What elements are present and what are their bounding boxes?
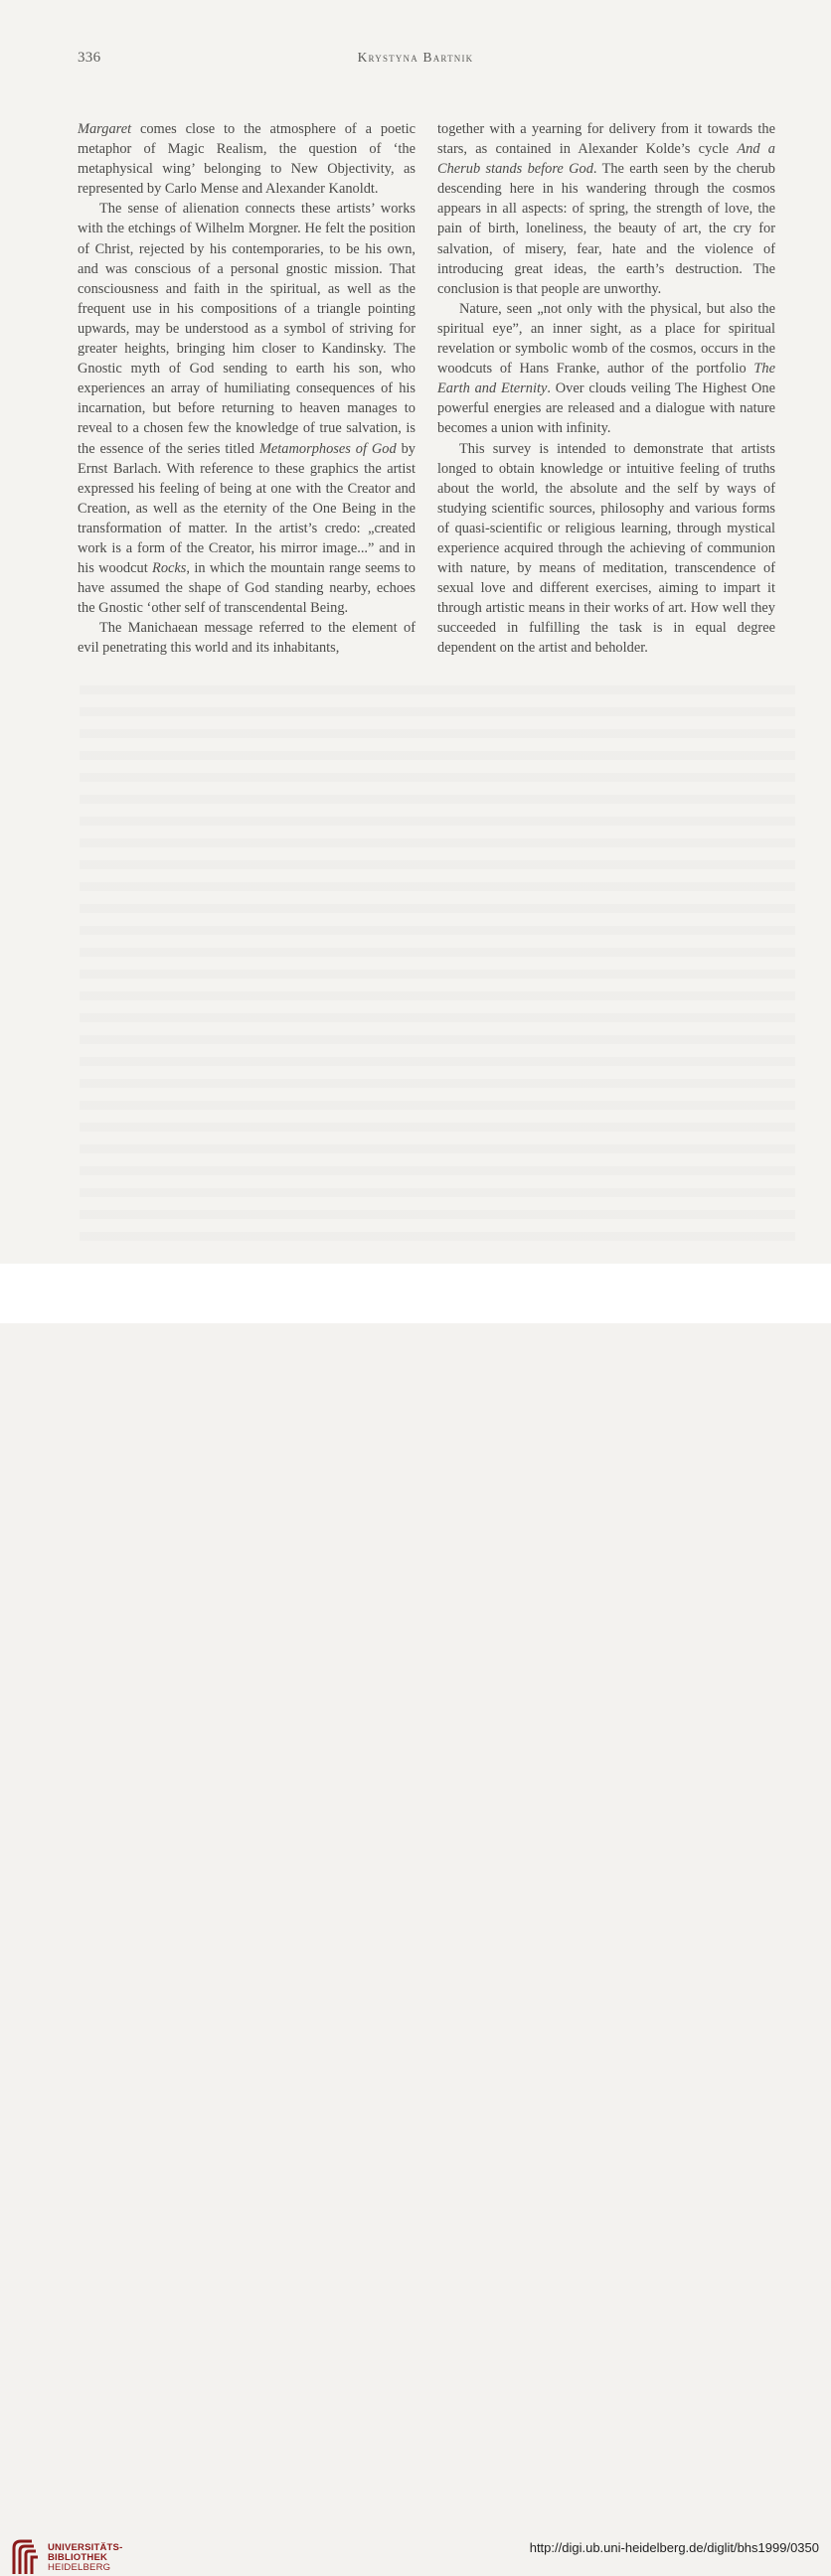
library-name-line: BIBLIOTHEK: [48, 2552, 108, 2563]
paragraph-text: comes close to the atmosphere of a poetic metaphor of Magic Realism, the question of ‘the metaphysical wing’ belonging to New Objectivity, as represented by Carlo Mense and Alexander Kanoldt.: [78, 121, 416, 198]
page-number: 336: [78, 50, 101, 66]
paragraph: [78, 119, 416, 199]
running-head: Krystyna Bartnik: [357, 50, 474, 65]
paragraph-text: Nature, seen „not only with the physical, but also the spiritual eye”, an inner sight, as a place for spiritual revelation or symbolic womb of the cosmos, occurs in the woodcuts of Hans Franke, author of the portfolio: [437, 300, 775, 378]
paragraph-text: . The earth seen by the cherub descending here in his wandering through the cosmos appears in all aspects: of spring, the strength of love, the pain of birth, loneliness, the beauty of art, the cry for salvation, of misery, fear, hate and the violence of introducing great ideas, the earth’s destruction. The conclusion is that people are unworthy.: [437, 161, 775, 297]
italic-title: Margaret: [78, 121, 132, 137]
library-name-line: UNIVERSITÄTS-: [48, 2542, 123, 2553]
paragraph-text: by Ernst Barlach. With reference to these graphics the artist expressed his feeling of being at one with the Creator and Creation, as well as the eternity of the One Being in the transformation of matter. In the artist’s credo: „created work is a form of the Creator, his mirror image...” and in his woodcut: [78, 440, 416, 577]
viewer-footer: [0, 1264, 831, 2573]
paragraph: [437, 299, 775, 439]
scanned-page: [0, 0, 831, 1264]
paragraph: The Manichaean message referred to the element of evil penetrating this world and its inhabitants,: [78, 620, 416, 657]
paragraph-text: together with a yearning for delivery from it towards the stars, as contained in Alexander Kolde’s cycle: [437, 121, 775, 158]
right-column: [437, 119, 775, 659]
permalink-url[interactable]: http://digi.ub.uni-heidelberg.de/diglit/bhs1999/0350: [529, 2540, 819, 2555]
italic-title: The Earth and Eternity: [437, 361, 775, 397]
italic-title: Metamorphoses of God: [258, 440, 397, 457]
paragraph-text: , in which the mountain range seems to have assumed the shape of God standing nearby, echoes the Gnostic ‘other self of transcendental Being.: [78, 560, 416, 617]
paragraph-text: The sense of alienation connects these artists’ works with the etchings of Wilhelm Morgner. He felt the position of Christ, rejected by his contemporaries, to be his own, and was conscious of a personal gnostic mission. That consciousness and faith in the spiritual, as well as the frequent use in his compositions of a triangle pointing upwards, may be understood as a symbol of striving for greater heights, bringing him closer to Kandinsky. The Gnostic myth of God sending to earth his son, who experiences an array of humiliating consequences of his incarnation, but before returning to heaven manages to reveal to a chosen few the knowledge of true salvation, is the essence of the series titled: [78, 201, 416, 457]
paragraph-text: . Over clouds veiling The Highest One powerful energies are released and a dialogue with nature becomes a union with infinity.: [437, 380, 775, 437]
left-column: [78, 119, 416, 659]
italic-title: Rocks: [152, 560, 187, 577]
paragraph: [437, 119, 775, 299]
library-logo-icon[interactable]: [10, 2538, 44, 2576]
paragraph: [78, 199, 416, 618]
show-through-text: [80, 685, 795, 1242]
paragraph: This survey is intended to demonstrate that artists longed to obtain knowledge or intuitive feeling of truths about the world, the absolute and the self by ways of studying scientific sources, philosophy and various forms of quasi-scientific or religious learning, through mystical experience acquired through the achieving of communion with nature, by means of meditation, transcendence of sexual love and different exercises, aiming to impart it through artistic means in their works of art. How well they succeeded in fulfilling the task is in equal degree dependent on the artist and beholder.: [437, 440, 775, 657]
italic-title: And a Cherub stands before God: [437, 141, 775, 178]
library-name[interactable]: [48, 2543, 122, 2573]
library-name-line: HEIDELBERG: [48, 2562, 111, 2573]
